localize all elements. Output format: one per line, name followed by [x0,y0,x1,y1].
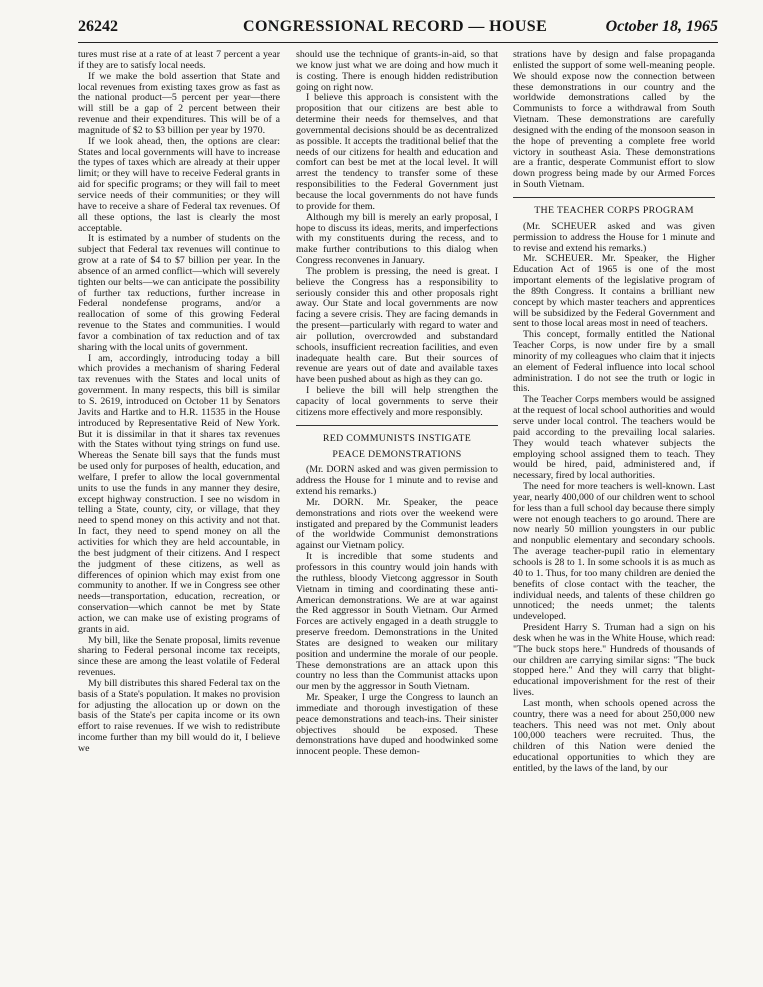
section-intro: (Mr. SCHEUER asked and was given permission to address the House for 1 minute and to revise and extend his remarks.) [513,220,715,254]
paragraph: It is estimated by a number of students on the subject that Federal tax revenues will continue to grow at a rate of $4 to $7 billion per year. In the absence of an armed conflict—which will severely tighten our belts—we can anticipate the possibility of further tax reductions, further increase in Federal nondefense programs, and/or a reallocation of some of this growing Federal revenue to the States and communities. I would favor a combination of tax reduction and of tax sharing with the local units of government. [78,233,280,353]
publication-date: October 18, 1965 [605,18,718,35]
column-1 [78,50,280,978]
section-heading-red-communists: RED COMMUNISTS INSTIGATE [296,425,498,445]
paragraph: It is incredible that some students and professors in this country would join hands with the ruthless, bloody Vietcong aggressor in South Vietnam in timing and coordinating these anti-American demonstrations. We are at war against the Red aggressor in South Vietnam. Our Armed Forces are actively engaged in a death struggle to preserve freedom. Demonstrations in the United States are designed to weaken our military position and undermine the morale of our people. These demonstrations are an attack upon this country no less than the Communist attacks upon our men by the aggressor in South Vietnam. [296,551,498,693]
paragraph: Mr. SCHEUER. Mr. Speaker, the Higher Education Act of 1965 is one of the most important elements of the legislative program of the 89th Congress. It contains a brilliant new concept by which master teachers and apprentices will be subsidized by the Federal Government and sent to those local areas most in need of teachers. [513,253,715,330]
paragraph: If we look ahead, then, the options are clear: States and local governments will have to increase the types of taxes which are already at their upper limit; or they will have to receive Federal grants in aid for specific programs; or they will fail to meet service needs of their communities; or they will have to receive a share of Federal tax revenues. Of all these options, the last is clearly the most acceptable. [78,135,280,234]
column-3 [513,50,715,978]
paragraph: I believe this approach is consistent with the proposition that our citizens are best able to determine their needs for themselves, and that governmental decisions should be as decentralized as possible. It accepts the traditional belief that the needs of our citizens for health and education and comfort can best be met at the local level. It will arrest the tendency to transfer some of these responsibilities to the Federal Government just because the local governments do not have funds to provide for them. [296,92,498,212]
paragraph: This concept, formally entitled the National Teacher Corps, is now under fire by a small minority of my colleagues who claim that it injects an element of Federal influence into local school administration. I do not see the truth or logic in this. [513,329,715,395]
section-heading-peace-demonstrations: PEACE DEMONSTRATIONS [332,448,462,460]
paragraph: President Harry S. Truman had a sign on his desk when he was in the White House, which read: "The buck stops here." Hundreds of thousands of our children are carrying similar signs: "The buck stopped here." And they will carry that blight-educational impoverishment for the rest of their lives. [513,622,715,699]
section-intro: (Mr. DORN asked and was given permission to address the House for 1 minute and to revise and extend his remarks.) [296,464,498,498]
paragraph: My bill distributes this shared Federal tax on the basis of a State's population. It makes no provision for adjusting the allocation up or down on the basis of the State's per capita income or its own effort to raise revenues. If we wish to redistribute income further than my bill would do it, I believe we [78,677,280,754]
paragraph: Mr. DORN. Mr. Speaker, the peace demonstrations and riots over the weekend were instigated and prepared by the Communist leaders of the worldwide Communist demonstrations against our Vietnam policy. [296,496,498,552]
page-header [78,16,718,43]
paragraph: If we make the bold assertion that State and local revenues from existing taxes grow as fast as the national product—5 percent per year—there will still be a gap of 2 percent between their revenue and their expenditures. This will be of a magnitude of $2 to $3 billion per year by 1970. [78,70,280,136]
section-heading-teacher-corps: THE TEACHER CORPS PROGRAM [513,197,715,217]
paragraph: The problem is pressing, the need is great. I believe the Congress has a responsibility to seriously consider this and other proposals right away. Our State and local governments are now facing a severe crisis. They are facing demands in the present—particularly with regard to water and air pollution, overcrowded and substandard schools, insufficient recreation facilities, and even inadequate health care. But their sources of revenue are years out of date and available taxes have been pushed about as high as they can go. [296,265,498,386]
paragraph: I believe the bill will help strengthen the capacity of local governments to serve their citizens more effectively and more responsibly. [296,385,498,418]
paragraph: should use the technique of grants-in-aid, so that we know just what we are doing and how much it is costing. There is enough hidden redistribution going on right now. [296,50,498,93]
paragraph: tures must rise at a rate of at least 7 percent a year if they are to satisfy local needs. [78,50,280,71]
paragraph: Mr. Speaker, I urge the Congress to launch an immediate and thorough investigation of these peace demonstrations and teach-ins. Their sinister objectives should be exposed. These demonstrations have duped and hoodwinked some innocent people. These demon- [296,692,498,758]
paragraph: My bill, like the Senate proposal, limits revenue sharing to Federal personal income tax receipts, since these are among the least volatile of Federal revenues. [78,634,280,679]
paragraph: I am, accordingly, introducing today a bill which provides a mechanism of sharing Federal tax revenues with the States and local units of government. In many respects, this bill is similar to S. 2619, introduced on October 11 by Senators Javits and Hartke and to H.R. 11535 in the House introduced by Representative Reid of New York. But it is dissimilar in that it shares tax revenues with the States without tying strings on fund use. Whereas the Senate bill says that the funds must be used only for purposes of health, education, and welfare, I prefer to allow the local governmental units to use the funds in any manner they desire, except highway construction. I see no wisdom in telling a State, county, city, or village, that they need to spend money on this activity and not that. In fact, they need to spend money on all the activities for which they are held accountable, in the best judgment of their citizens. And I respect the judgment of these citizens, as well as differences of opinion which may exist from one community to another. If we in Congress see other needs—transportation, education, recreation, or conservation—which cannot be met by State action, we can make use of existing programs of grants in aid. [78,352,280,635]
column-2 [296,50,498,978]
paragraph: The need for more teachers is well-known. Last year, nearly 400,000 of our children went to school for less than a full school day because there simply were not enough teachers to go around. There are now nearly 50 million youngsters in our public and nonpublic elementary and secondary schools. The average teacher-pupil ratio in elementary schools is 28 to 1. In some schools it is as much as 40 to 1. Thus, for too many children are denied the benefits of close contact with the teacher, the individual needs, and talents of these children go unnoticed; the needs unmet; the talents undeveloped. [513,481,715,623]
publication-title: CONGRESSIONAL RECORD — HOUSE [243,18,548,35]
paragraph: strations have by design and false propaganda enlisted the support of some well-meaning people. We should expose now the connection between these demonstrations in our country and the worldwide demonstrations called by the Communists to force a withdrawal from South Vietnam. These demonstrations are carefully designed with the ending of the monsoon season in the hope of preventing a complete free world victory in southeast Asia. These demonstrations are a frantic, desperate Communist effort to slow down progress being made by our Armed Forces in South Vietnam. [513,50,715,191]
paragraph: Last month, when schools opened across the country, there was a need for about 250,000 new teachers. This need was not met. Only about 100,000 teachers were recruited. Thus, the children of this Nation were denied the educational opportunities to which they are entitled, by the laws of the land, by our [513,697,715,774]
paragraph: Although my bill is merely an early proposal, I hope to discuss its ideas, merits, and imperfections with my constituents during the recess, and to make further contributions to this dialog when Congress reconvenes in January. [296,211,498,267]
paragraph: The Teacher Corps members would be assigned at the request of local school authorities and would serve under local control. The teachers would be paid according to the prevailing local salaries. They would teach whatever subjects the employing school assigned them to teach. They would be hired, paid, administered and, if necessary, fired by local authorities. [513,394,715,482]
page-number: 26242 [78,18,118,35]
